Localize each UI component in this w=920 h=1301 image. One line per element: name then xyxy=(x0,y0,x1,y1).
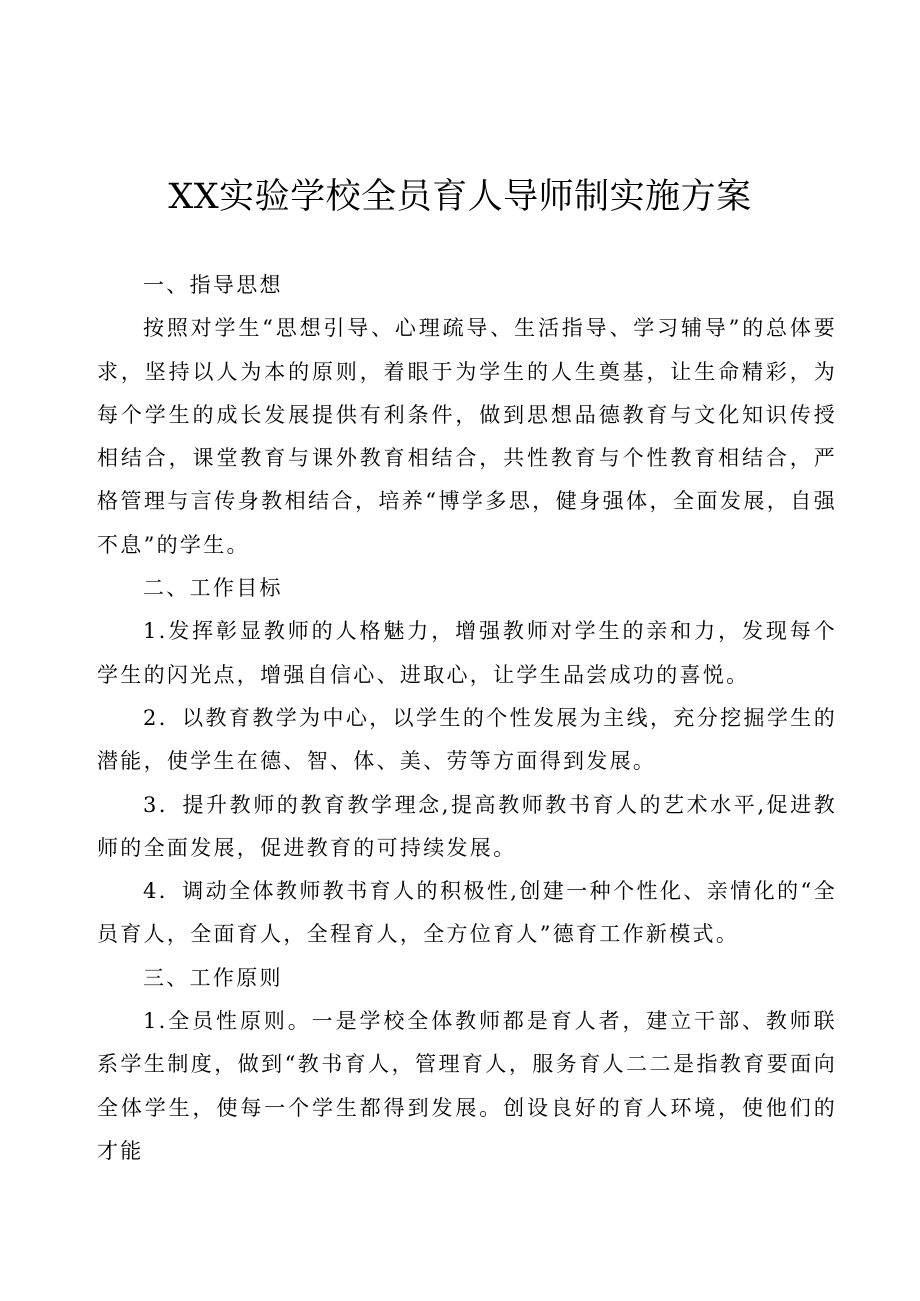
paragraph: 2．以教育教学为中心，以学生的个性发展为主线，充分挖掘学生的潜能，使学生在德、智、体、美、劳等方面得到发展。 xyxy=(97,705,837,774)
paragraph: 4．调动全体教师教书育人的积极性,创建一种个性化、亲情化的“全员育人，全面育人，全程育人，全方位育人”德育工作新模式。 xyxy=(97,879,837,947)
paragraph: 3．提升教师的教育教学理念,提高教师教书育人的艺术水平,促进教师的全面发展，促进教育的可持续发展。 xyxy=(97,792,837,860)
paragraph: 按照对学生“思想引导、心理疏导、生活指导、学习辅导”的总体要求，坚持以人为本的原则，着眼于为学生的人生奠基，让生命精彩，为每个学生的成长发展提供有利条件，做到思想品德教育与文化知识传授相结合，课堂教育与课外教育相结合，共性教育与个性教育相结合，严格管理与言传身教相结合，培养“博学多思，健身强体，全面发展，自强不息”的学生。 xyxy=(97,316,837,557)
paragraph: 1.发挥彰显教师的人格魅力，增强教师对学生的亲和力，发现每个学生的闪光点，增强自信心、进取心，让学生品尝成功的喜悦。 xyxy=(97,619,837,687)
document-title: XX实验学校全员育人导师制实施方案 xyxy=(168,177,752,217)
section-heading-work-principles: 三、工作原则 xyxy=(143,965,283,990)
document-body xyxy=(97,264,837,1173)
paragraph: 1.全员性原则。一是学校全体教师都是育人者，建立干部、教师联系学生制度，做到“教书育人，管理育人，服务育人二二是指教育要面向全体学生，使每一个学生都得到发展。创设良好的育人环境，使他们的才能 xyxy=(97,1009,837,1163)
section-heading-guiding-ideology: 一、指导思想 xyxy=(143,273,283,297)
section-heading-work-goals: 二、工作目标 xyxy=(143,576,283,601)
